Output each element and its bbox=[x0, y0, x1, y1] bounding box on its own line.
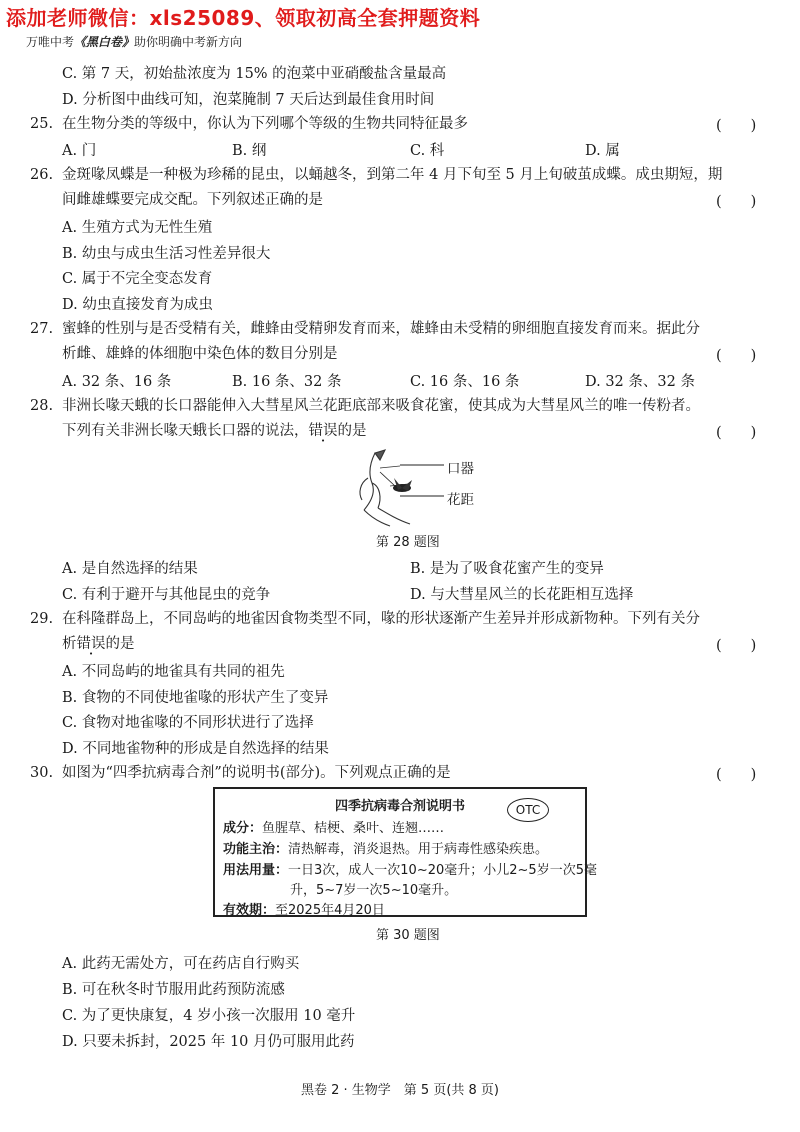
q29-emphasis-wrong: 错误 bbox=[76, 636, 106, 652]
dosage-value-line1: 一日3次，成人一次10~20毫升；小儿2~5岁一次5毫 bbox=[288, 863, 597, 878]
q28-text-line2-c: 的是 bbox=[337, 423, 367, 439]
q30-number: 30. bbox=[30, 765, 54, 781]
q25-answer-bracket: ( ) bbox=[716, 118, 757, 134]
q30-text: 如图为“四季抗病毒合剂”的说明书(部分)。下列观点正确的是 bbox=[62, 765, 451, 781]
q28-label-spur: 花距 bbox=[447, 492, 474, 508]
q26-answer-bracket: ( ) bbox=[716, 194, 757, 210]
q26-text-line1: 金斑喙凤蝶是一种极为珍稀的昆虫，以蛹越冬，到第二年 4 月下旬至 5 月上旬破茧成蝶。成虫期短，期 bbox=[62, 167, 723, 183]
q26-text-line2: 间雌雄蝶要完成交配。下列叙述正确的是 bbox=[62, 192, 323, 208]
q29-text-line2 bbox=[62, 634, 135, 654]
q28-option-d: D. 与大彗星风兰的长花距相互选择 bbox=[410, 587, 634, 603]
leaflet-title: 四季抗病毒合剂说明书 bbox=[334, 799, 465, 814]
q26-option-a: A. 生殖方式为无性生殖 bbox=[62, 220, 213, 236]
q29-option-c: C. 食物对地雀喙的不同形状进行了选择 bbox=[62, 715, 314, 731]
q26-option-c: C. 属于不完全变态发育 bbox=[62, 271, 213, 287]
q30-option-a: A. 此药无需处方，可在药店自行购买 bbox=[62, 956, 300, 972]
q26-option-d: D. 幼虫直接发育为成虫 bbox=[62, 297, 213, 313]
q28-emphasis-wrong: 错误 bbox=[308, 423, 338, 439]
subheader-prefix: 万唯中考 bbox=[26, 35, 75, 49]
q28-option-b: B. 是为了吸食花蜜产生的变异 bbox=[410, 561, 604, 577]
q28-text-line2-a: 下列有关非洲长喙天蛾长口器的说法， bbox=[62, 423, 309, 439]
q28-figure-caption: 第 28 题图 bbox=[376, 535, 440, 550]
q30-figure-caption: 第 30 题图 bbox=[376, 928, 440, 943]
q29-answer-bracket: ( ) bbox=[716, 638, 757, 654]
q27-option-a: A. 32 条、16 条 bbox=[62, 374, 172, 390]
otc-badge: OTC bbox=[507, 798, 549, 822]
q30-option-c: C. 为了更快康复，4 岁小孩一次服用 10 毫升 bbox=[62, 1008, 356, 1024]
q27-option-c: C. 16 条、16 条 bbox=[410, 374, 520, 390]
q29-text-line1: 在科隆群岛上，不同岛屿的地雀因食物类型不同，喙的形状逐渐产生差异并形成新物种。下列有关分 bbox=[62, 611, 700, 627]
q25-number: 25. bbox=[30, 116, 54, 132]
page-subheader bbox=[26, 33, 242, 50]
leaflet-dosage bbox=[223, 859, 597, 878]
q29-option-d: D. 不同地雀物种的形成是自然选择的结果 bbox=[62, 741, 329, 757]
q27-option-d: D. 32 条、32 条 bbox=[585, 374, 695, 390]
medicine-leaflet bbox=[213, 787, 597, 918]
function-label: 功能主治： bbox=[223, 842, 289, 857]
expiry-label: 有效期： bbox=[223, 903, 276, 918]
q27-number: 27. bbox=[30, 321, 54, 337]
q29-option-a: A. 不同岛屿的地雀具有共同的祖先 bbox=[62, 664, 285, 680]
q29-text-line2-c: 的是 bbox=[105, 636, 135, 652]
q28-leader-lines bbox=[400, 455, 448, 505]
orchid-stem bbox=[364, 453, 375, 510]
subheader-suffix: 助你明确中考新方向 bbox=[134, 35, 243, 49]
q28-option-a: A. 是自然选择的结果 bbox=[62, 561, 198, 577]
orchid-flower-top bbox=[375, 450, 385, 460]
q25-text: 在生物分类的等级中，你认为下列哪个等级的生物共同特征最多 bbox=[62, 116, 468, 132]
q26-number: 26. bbox=[30, 167, 54, 183]
q24-option-d: D. 分析图中曲线可知，泡菜腌制 7 天后达到最佳食用时间 bbox=[62, 92, 435, 108]
q27-text-line2: 析雌、雄蜂的体细胞中染色体的数目分别是 bbox=[62, 346, 338, 362]
q24-option-c: C. 第 7 天，初始盐浓度为 15% 的泡菜中亚硝酸盐含量最高 bbox=[62, 66, 447, 82]
q27-answer-bracket: ( ) bbox=[716, 348, 757, 364]
dosage-label: 用法用量： bbox=[223, 863, 289, 878]
q28-text-line1: 非洲长喙天蛾的长口器能伸入大彗星风兰花距底部来吸食花蜜，使其成为大彗星风兰的唯一传粉者。 bbox=[62, 398, 700, 414]
q28-number: 28. bbox=[30, 398, 54, 414]
q25-option-b: B. 纲 bbox=[232, 143, 267, 159]
leaflet-ingredients bbox=[223, 817, 444, 836]
function-value: 清热解毒，消炎退热。用于病毒性感染疾患。 bbox=[288, 842, 549, 857]
q25-option-c: C. 科 bbox=[410, 143, 445, 159]
ingredients-label: 成分： bbox=[223, 821, 263, 836]
subheader-book: 《黑白卷》 bbox=[74, 35, 135, 49]
dosage-value-line2: 升，5~7岁一次5~10毫升。 bbox=[290, 883, 458, 898]
q30-option-d: D. 只要未拆封，2025 年 10 月仍可服用此药 bbox=[62, 1034, 355, 1050]
ingredients-value: 鱼腥草、桔梗、桑叶、连翘…… bbox=[262, 821, 445, 836]
expiry-value: 至2025年4月20日 bbox=[275, 903, 385, 918]
q28-text-line2 bbox=[62, 421, 367, 441]
page-footer: 黑卷 2 · 生物学 第 5 页(共 8 页) bbox=[300, 1083, 499, 1098]
q29-option-b: B. 食物的不同使地雀喙的形状产生了变异 bbox=[62, 690, 329, 706]
watermark-banner: 添加老师微信：xls25089、领取初高全套押题资料 bbox=[6, 6, 481, 30]
q25-option-d: D. 属 bbox=[585, 143, 620, 159]
q29-text-line2-a: 析 bbox=[62, 636, 77, 652]
q27-option-b: B. 16 条、32 条 bbox=[232, 374, 342, 390]
leaflet-function bbox=[223, 838, 548, 857]
q28-option-c: C. 有利于避开与其他昆虫的竞争 bbox=[62, 587, 271, 603]
q30-answer-bracket: ( ) bbox=[716, 767, 757, 783]
q28-answer-bracket: ( ) bbox=[716, 425, 757, 441]
q27-text-line1: 蜜蜂的性别与是否受精有关，雌蜂由受精卵发育而来，雄蜂由未受精的卵细胞直接发育而来。据此分 bbox=[62, 321, 700, 337]
q26-option-b: B. 幼虫与成虫生活习性差异很大 bbox=[62, 246, 271, 262]
q25-option-a: A. 门 bbox=[62, 143, 97, 159]
q29-number: 29. bbox=[30, 611, 54, 627]
q30-option-b: B. 可在秋冬时节服用此药预防流感 bbox=[62, 982, 285, 998]
orchid-root bbox=[378, 508, 410, 524]
q28-label-mouthparts: 口器 bbox=[447, 461, 474, 477]
leaflet-expiry bbox=[223, 899, 385, 918]
